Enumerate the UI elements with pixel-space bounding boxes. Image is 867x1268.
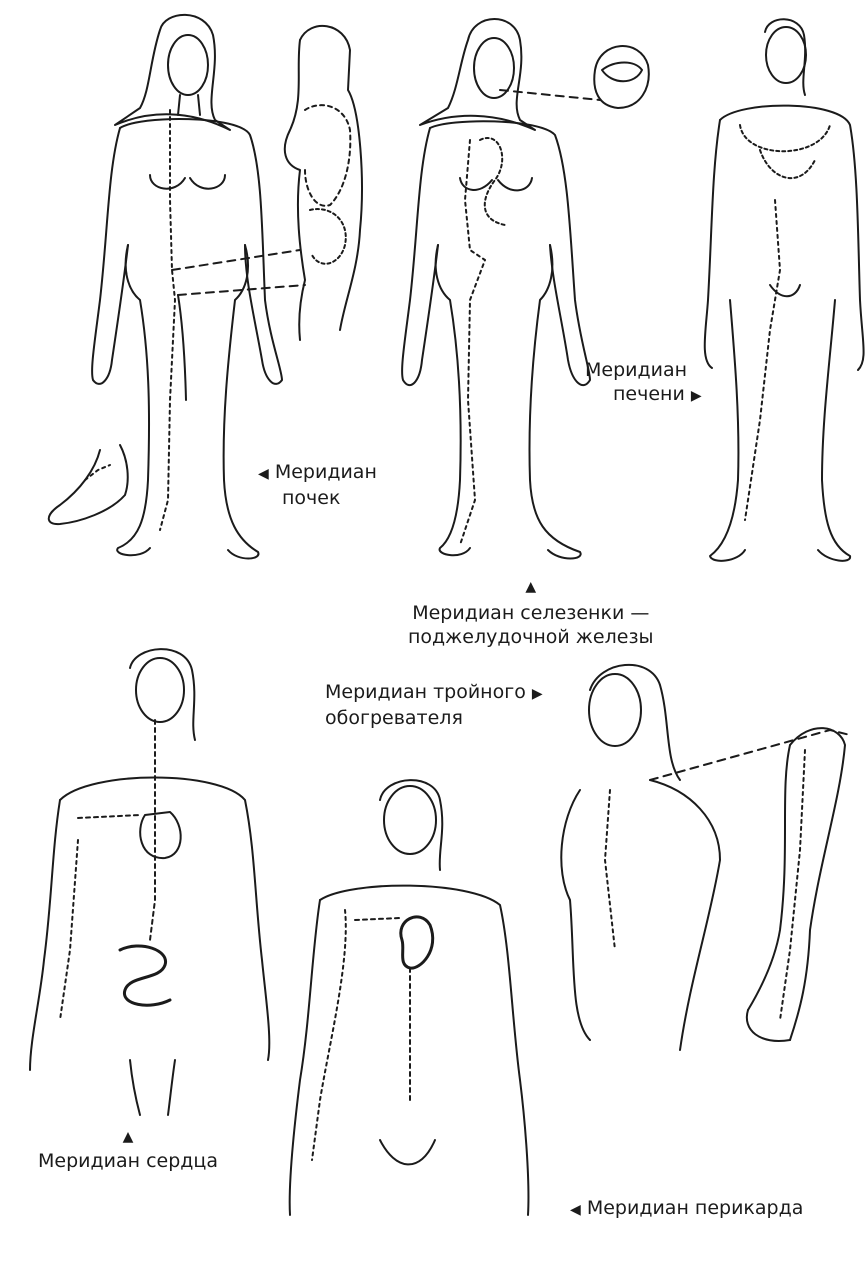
- kidney-label-line2: почек: [282, 487, 341, 509]
- figure-arm: [747, 728, 845, 1041]
- up-pointer-icon: ▲: [525, 579, 537, 595]
- left-pointer-icon: ◀: [570, 1202, 581, 1218]
- figure-foot: [49, 445, 128, 524]
- spleen-meridian-label: [408, 575, 654, 649]
- kidney-label-line1: Меридиан: [274, 461, 377, 483]
- heart-label-text: Меридиан сердца: [38, 1150, 218, 1172]
- up-pointer-icon: ▲: [122, 1129, 134, 1145]
- liver-label-line2: печени: [613, 383, 685, 405]
- pericardium-label-text: Меридиан перикарда: [586, 1197, 804, 1219]
- figure-side-organs: [285, 26, 362, 340]
- liver-meridian-label: [585, 358, 702, 408]
- figure-male-pericardium: [290, 780, 529, 1215]
- triple-warmer-meridian-label: [325, 680, 543, 730]
- triple-label-line1: Меридиан тройного: [325, 681, 526, 703]
- heart-meridian-label: [28, 1125, 228, 1173]
- triple-label-line2: обогревателя: [325, 707, 463, 729]
- figure-female-spleen: [402, 19, 600, 559]
- pericardium-meridian-label: [570, 1196, 803, 1222]
- right-pointer-icon: ▶: [531, 686, 543, 702]
- figure-male-heart: [30, 649, 269, 1115]
- right-pointer-icon: ▶: [690, 388, 702, 404]
- liver-label-line1: Меридиан: [585, 359, 688, 381]
- kidney-meridian-label: [258, 460, 377, 510]
- left-pointer-icon: ◀: [258, 466, 269, 482]
- figure-male-liver: [705, 19, 864, 561]
- spleen-label-line2: поджелудочной железы: [408, 626, 654, 648]
- figure-mouth: [594, 46, 648, 108]
- spleen-label-line1: Меридиан селезенки —: [412, 602, 650, 624]
- figure-female-triple-warmer: [561, 665, 850, 1050]
